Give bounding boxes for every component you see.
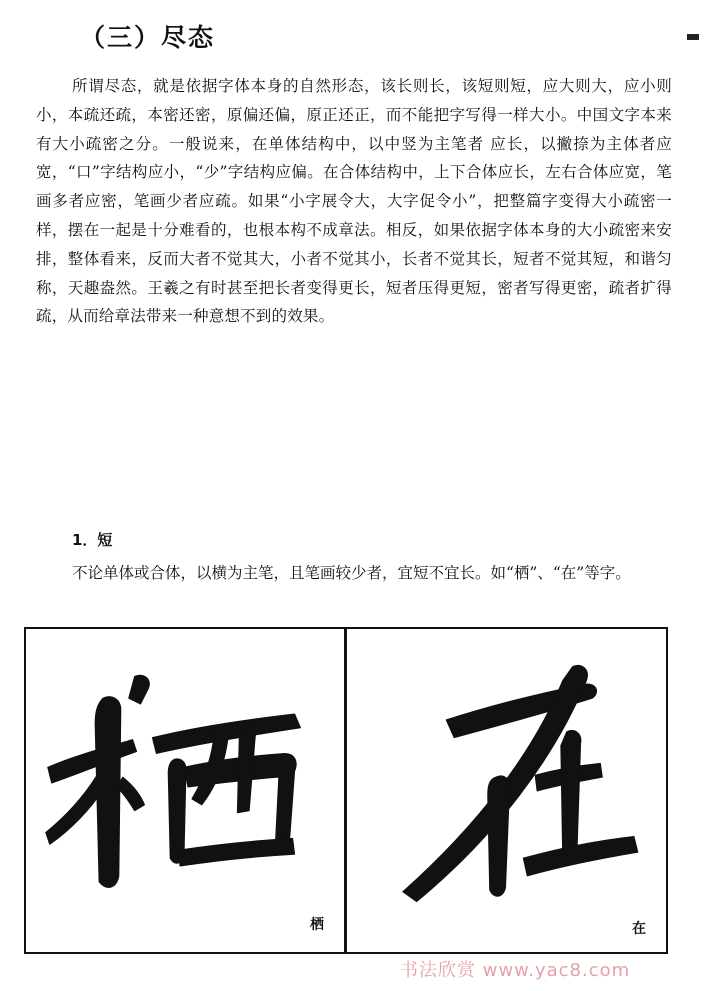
site-watermark: 书法欣赏 www.yac8.com	[400, 960, 631, 981]
page-edge-mark	[687, 34, 699, 40]
example-panel-qi	[24, 627, 346, 954]
calligraphy-zai-image	[347, 629, 666, 952]
example-caption-qi: 栖	[310, 917, 324, 933]
section-title: （三）尽态	[80, 23, 216, 52]
subsection-heading: 1．短	[72, 531, 113, 549]
example-caption-zai: 在	[632, 921, 646, 937]
subsection-text: 不论单体或合体，以横为主笔，且笔画较少者，宜短不宜长。如“栖”、“在”等字。	[72, 564, 631, 582]
example-panel-zai	[346, 627, 668, 954]
intro-paragraph: 所谓尽态，就是依据字体本身的自然形态，该长则长，该短则短，应大则大，应小则小，本疏还疏，本密还密，原偏还偏，原正还正，而不能把字写得一样大小。中国文字本来有大小疏密之分。一般说来，在单体结构中，以中竖为主笔者 应长，以撇捺为主体者应宽，“口”字结构应小，“少”字结构应偏。在合体结构中，上下合体应长，左右合体应宽，笔画多者应密，笔画少者应疏。如果“小字展令大，大字促令小”，把整篇字变得大小疏密一样，摆在一起是十分难看的，也根本构不成章法。相反，如果依据字体本身的大小疏密来安排，整体看来，反而大者不觉其大，小者不觉其小，长者不觉其长，短者不觉其短，和谐匀称，天趣盎然。王羲之有时甚至把长者变得更长，短者压得更短，密者写得更密，疏者扩得疏，从而给章法带来一种意想不到的效果。	[36, 77, 672, 326]
calligraphy-qi-image	[26, 629, 344, 952]
